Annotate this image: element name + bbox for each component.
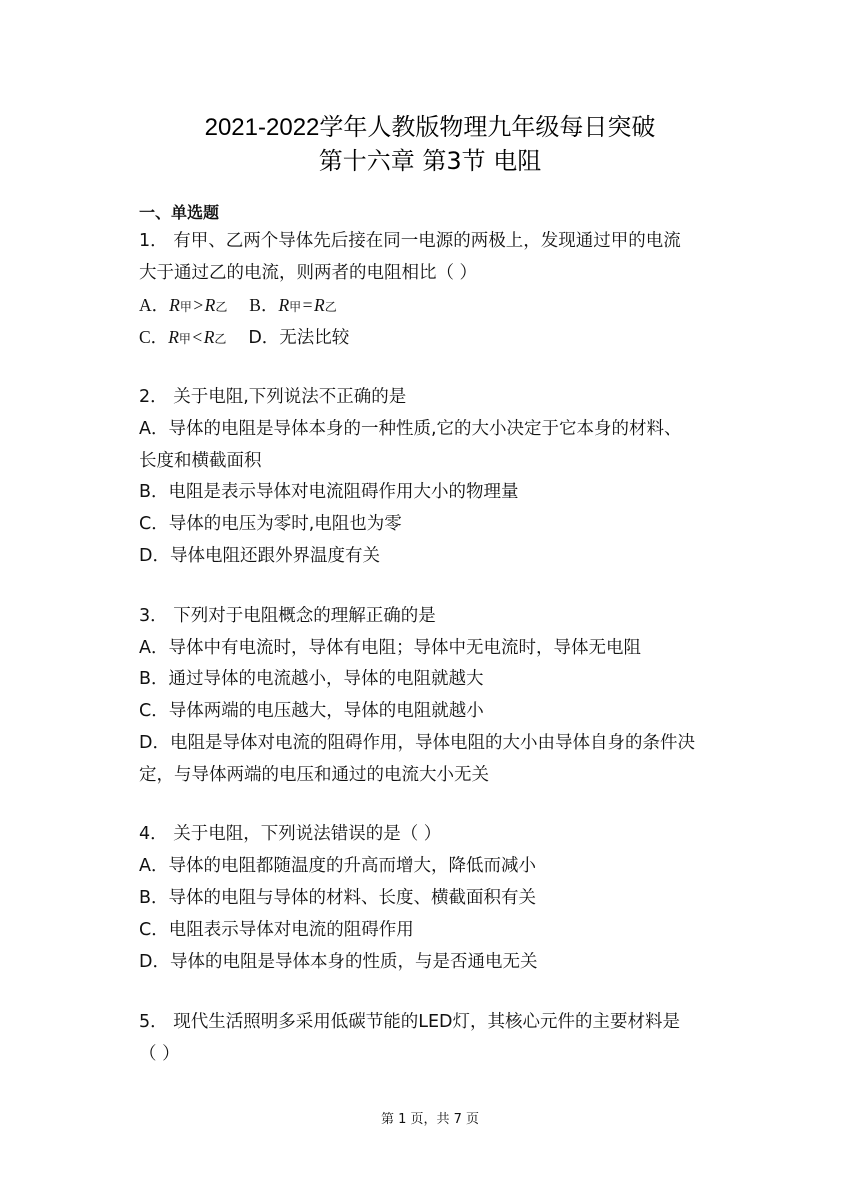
- q2-option-c: C．导体的电压为零时,电阻也为零: [139, 514, 402, 534]
- q2-option-a-line1: A．导体的电阻是导体本身的一种性质,它的大小决定于它本身的材料、: [139, 419, 682, 439]
- q3-option-a: A．导体中有电流时，导体有电阻；导体中无电流时，导体无电阻: [139, 638, 641, 658]
- q4-option-d: D．导体的电阻是导体本身的性质，与是否通电无关: [139, 952, 538, 972]
- q2-option-a-line2: 长度和横截面积: [139, 451, 262, 471]
- q5-stem-line2: （ ）: [139, 1044, 180, 1064]
- q1-stem-line1: 1． 有甲、乙两个导体先后接在同一电源的两极上，发现通过甲的电流: [139, 231, 681, 251]
- q4-option-a: A．导体的电阻都随温度的升高而增大，降低而减小: [139, 856, 536, 876]
- q1-options-ab: [139, 293, 337, 319]
- q1-options-cd: [139, 325, 349, 351]
- q1-option-b: B．R甲 = R乙: [249, 295, 337, 315]
- q2-option-d: D．导体电阻还跟外界温度有关: [139, 546, 380, 566]
- document-title: 2021-2022学年人教版物理九年级每日突破: [204, 114, 656, 141]
- q4-option-b: B．导体的电阻与导体的材料、长度、横截面积有关: [139, 888, 537, 908]
- q1-stem-line2: 大于通过乙的电流，则两者的电阻相比（ ）: [139, 263, 478, 283]
- q3-option-b: B．通过导体的电流越小，导体的电阻就越大: [139, 669, 484, 689]
- q1-option-c: C．R甲 < R乙: [139, 327, 227, 347]
- page-footer: 第 1 页，共 7 页: [380, 1112, 480, 1127]
- section-heading: 一、单选题: [139, 203, 220, 222]
- q3-option-d-line2: 定，与导体两端的电压和通过的电流大小无关: [139, 765, 489, 785]
- q3-stem: 3． 下列对于电阻概念的理解正确的是: [139, 606, 436, 626]
- q4-option-c: C．电阻表示导体对电流的阻碍作用: [139, 920, 414, 940]
- q5-stem-line1: 5． 现代生活照明多采用低碳节能的LED灯，其核心元件的主要材料是: [139, 1012, 680, 1032]
- q3-option-d-line1: D．电阻是导体对电流的阻碍作用，导体电阻的大小由导体自身的条件决: [139, 733, 695, 753]
- q1-option-d: D．无法比较: [248, 328, 350, 348]
- q1-option-a: A．R甲 > R乙: [139, 295, 228, 315]
- q2-option-b: B．电阻是表示导体对电流阻碍作用大小的物理量: [139, 482, 519, 502]
- q2-stem: 2． 关于电阻,下列说法不正确的是: [139, 387, 407, 407]
- q4-stem: 4． 关于电阻，下列说法错误的是（ ）: [139, 824, 442, 844]
- q3-option-c: C．导体两端的电压越大，导体的电阻就越小: [139, 701, 484, 721]
- document-subtitle: 第十六章 第3节 电阻: [318, 147, 542, 175]
